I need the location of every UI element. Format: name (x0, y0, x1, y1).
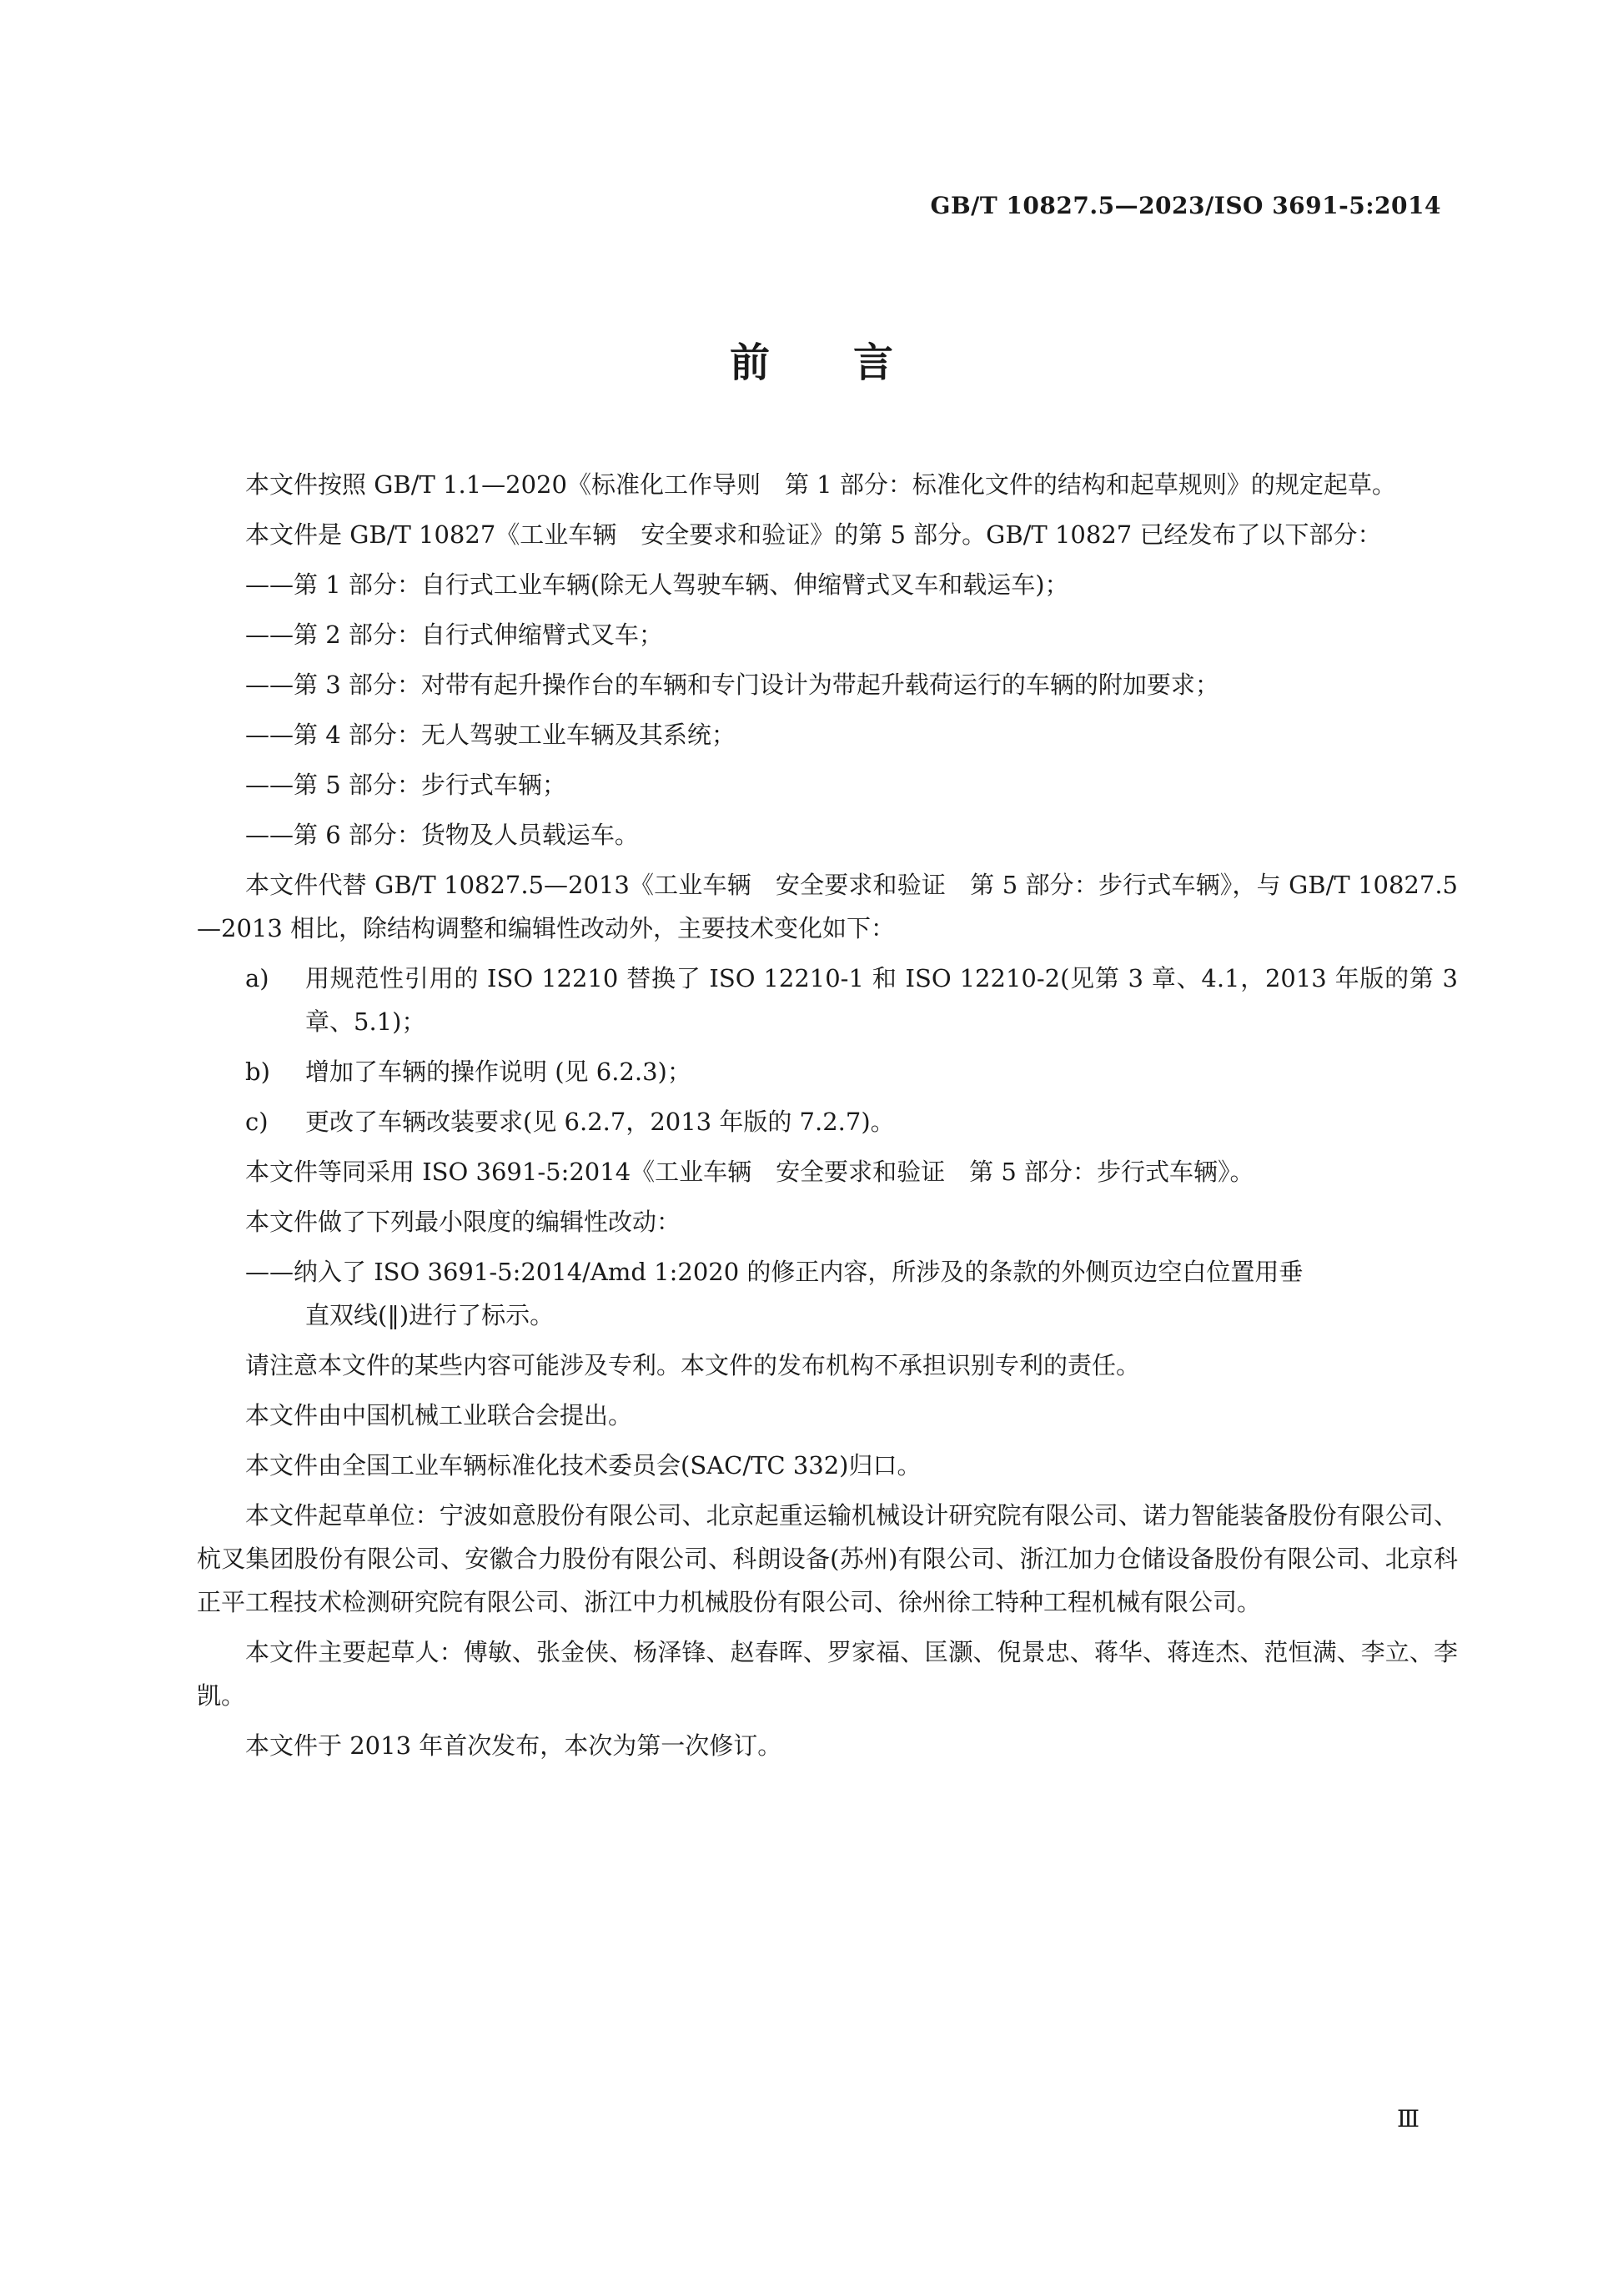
title-char-2: 言 (853, 339, 894, 386)
preface-body (197, 463, 1458, 1774)
list-item-part-2: ——第 2 部分：自行式伸缩臂式叉车； (245, 620, 663, 649)
paragraph-identical-adoption: 本文件等同采用 ISO 3691-5:2014《工业车辆 安全要求和验证 第 5 部分：步行式车辆》。 (245, 1158, 1254, 1186)
list-item-part-6: ——第 6 部分：货物及人员载运车。 (245, 821, 639, 849)
list-item-part-5: ——第 5 部分：步行式车辆； (245, 771, 566, 799)
paragraph-patent-notice: 请注意本文件的某些内容可能涉及专利。本文件的发布机构不承担识别专利的责任。 (245, 1351, 1141, 1379)
list-item-label: a) (245, 964, 269, 992)
paragraph-replaces: 本文件代替 GB/T 10827.5—2013《工业车辆 安全要求和验证 第 5 部分：步行式车辆》，与 GB/T 10827.5—2013 相比，除结构调整和编辑性改动外，主要技术变化如下： (197, 871, 1458, 942)
amendment-line-1: ——纳入了 ISO 3691-5:2014/Amd 1:2020 的修正内容，所涉及的条款的外侧页边空白位置用垂 (245, 1258, 1304, 1286)
paragraph-series-intro: 本文件是 GB/T 10827《工业车辆 安全要求和验证》的第 5 部分。GB/T 10827 已经发布了以下部分： (245, 520, 1382, 549)
list-item-change-c (197, 1100, 1458, 1143)
page-title (0, 330, 1623, 388)
page-number: Ⅲ (1396, 2105, 1419, 2133)
paragraph-editorial-changes: 本文件做了下列最小限度的编辑性改动： (245, 1208, 681, 1236)
list-item-text: 更改了车辆改装要求(见 6.2.7，2013 年版的 7.2.7)。 (305, 1108, 895, 1136)
paragraph-drafters: 本文件主要起草人：傅敏、张金侠、杨泽锋、赵春晖、罗家福、匡灏、倪景忠、蒋华、蒋连杰、范恒满、李立、李凯。 (197, 1638, 1458, 1710)
list-item-amendment (197, 1250, 1458, 1337)
paragraph-proposed-by: 本文件由中国机械工业联合会提出。 (245, 1401, 633, 1429)
list-item-label: b) (245, 1058, 270, 1086)
list-item-text: 增加了车辆的操作说明 (见 6.2.3)； (305, 1058, 691, 1086)
amendment-line-2: 直双线(‖)进行了标示。 (305, 1301, 555, 1329)
paragraph-under-jurisdiction: 本文件由全国工业车辆标准化技术委员会(SAC/TC 332)归口。 (245, 1451, 922, 1480)
list-item-part-4: ——第 4 部分：无人驾驶工业车辆及其系统； (245, 721, 736, 749)
paragraph-history: 本文件于 2013 年首次发布，本次为第一次修订。 (245, 1731, 782, 1760)
list-item-part-3: ——第 3 部分：对带有起升操作台的车辆和专门设计为带起升载荷运行的车辆的附加要求； (245, 671, 1219, 699)
list-item-text: 用规范性引用的 ISO 12210 替换了 ISO 12210-1 和 ISO 12210-2(见第 3 章、4.1，2013 年版的第 3 章、5.1)； (305, 964, 1458, 1036)
title-char-1: 前 (729, 339, 770, 386)
paragraph-drafting-rules: 本文件按照 GB/T 1.1—2020《标准化工作导则 第 1 部分：标准化文件的结构和起草规则》的规定起草。 (245, 470, 1396, 499)
standard-code: GB/T 10827.5—2023/ISO 3691-5:2014 (930, 192, 1441, 219)
list-item-change-b (197, 1050, 1458, 1093)
list-item-part-1: ——第 1 部分：自行式工业车辆(除无人驾驶车辆、伸缩臂式叉车和载运车)； (245, 570, 1069, 599)
list-item-change-a (197, 957, 1458, 1043)
paragraph-drafting-units: 本文件起草单位：宁波如意股份有限公司、北京起重运输机械设计研究院有限公司、诺力智能装备股份有限公司、杭叉集团股份有限公司、安徽合力股份有限公司、科朗设备(苏州)有限公司、浙江加力仓储设备股份有限公司、北京科正平工程技术检测研究院有限公司、浙江中力机械股份有限公司、徐州徐工特种工程机械有限公司。 (197, 1501, 1458, 1616)
list-item-label: c) (245, 1108, 269, 1136)
